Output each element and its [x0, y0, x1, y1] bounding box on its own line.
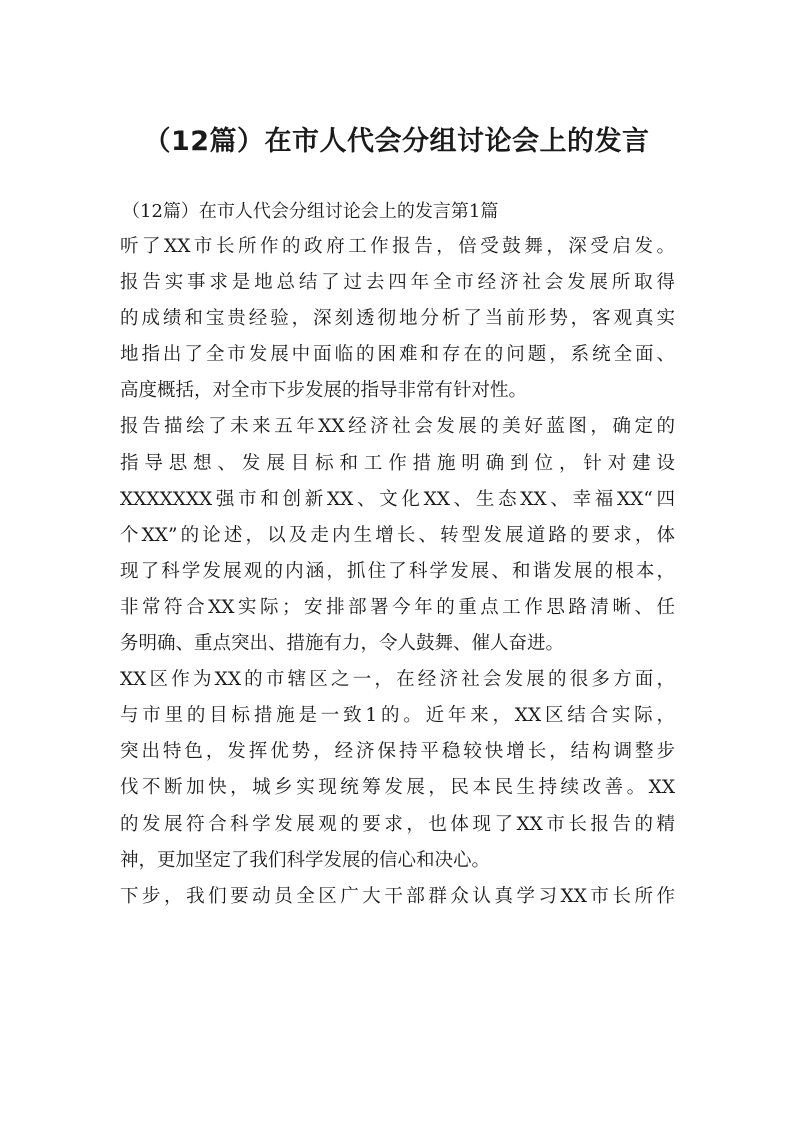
- text-line: 指导思想、发展目标和工作措施明确到位，针对建设: [120, 452, 675, 474]
- text-line: 个XX”的论述，以及走内生增长、转型发展道路的要求，体: [120, 524, 675, 546]
- text-line: 神，更加坚定了我们科学发展的信心和决心。: [120, 849, 491, 871]
- text-line: XXXXXXX强市和创新XX、文化XX、生态XX、幸福XX“四: [120, 488, 675, 510]
- text-line: 报告实事求是地总结了过去四年全市经济社会发展所取得: [120, 272, 675, 294]
- document-body: [120, 229, 675, 915]
- paragraph-4: [120, 879, 675, 915]
- text-line: 的发展符合科学发展观的要求，也体现了XX市长报告的精: [120, 813, 675, 835]
- text-line: 非常符合XX实际；安排部署今年的重点工作思路清晰、任: [120, 596, 675, 618]
- text-line: XX区作为XX的市辖区之一，在经济社会发展的很多方面，: [120, 669, 675, 691]
- text-line: 高度概括，对全市下步发展的指导非常有针对性。: [120, 380, 528, 402]
- text-line: 的成绩和宝贵经验，深刻透彻地分析了当前形势，客观真实: [120, 308, 675, 330]
- text-line: 与市里的目标措施是一致1的。近年来，XX区结合实际，: [120, 705, 675, 727]
- text-line: 现了科学发展观的内涵，抓住了科学发展、和谐发展的根本，: [120, 560, 675, 582]
- document-title: （12篇）在市人代会分组讨论会上的发言: [143, 126, 650, 157]
- text-line: 务明确、重点突出、措施有力，令人鼓舞、催人奋进。: [120, 633, 565, 655]
- text-line: 下步，我们要动员全区广大干部群众认真学习XX市长所作: [120, 885, 675, 907]
- text-line: 报告描绘了未来五年XX经济社会发展的美好蓝图，确定的: [120, 416, 675, 438]
- paragraph-2: [120, 409, 675, 662]
- paragraph-3: [120, 662, 675, 879]
- text-line: 地指出了全市发展中面临的困难和存在的问题，系统全面、: [120, 344, 675, 366]
- section-heading: （12篇）在市人代会分组讨论会上的发言第1篇: [122, 201, 499, 222]
- text-line: 伐不断加快，城乡实现统筹发展，民本民生持续改善。XX: [120, 777, 675, 799]
- text-line: 突出特色，发挥优势，经济保持平稳较快增长，结构调整步: [120, 741, 675, 763]
- paragraph-1: [120, 229, 675, 409]
- text-line: 听了XX市长所作的政府工作报告，倍受鼓舞，深受启发。: [120, 236, 675, 257]
